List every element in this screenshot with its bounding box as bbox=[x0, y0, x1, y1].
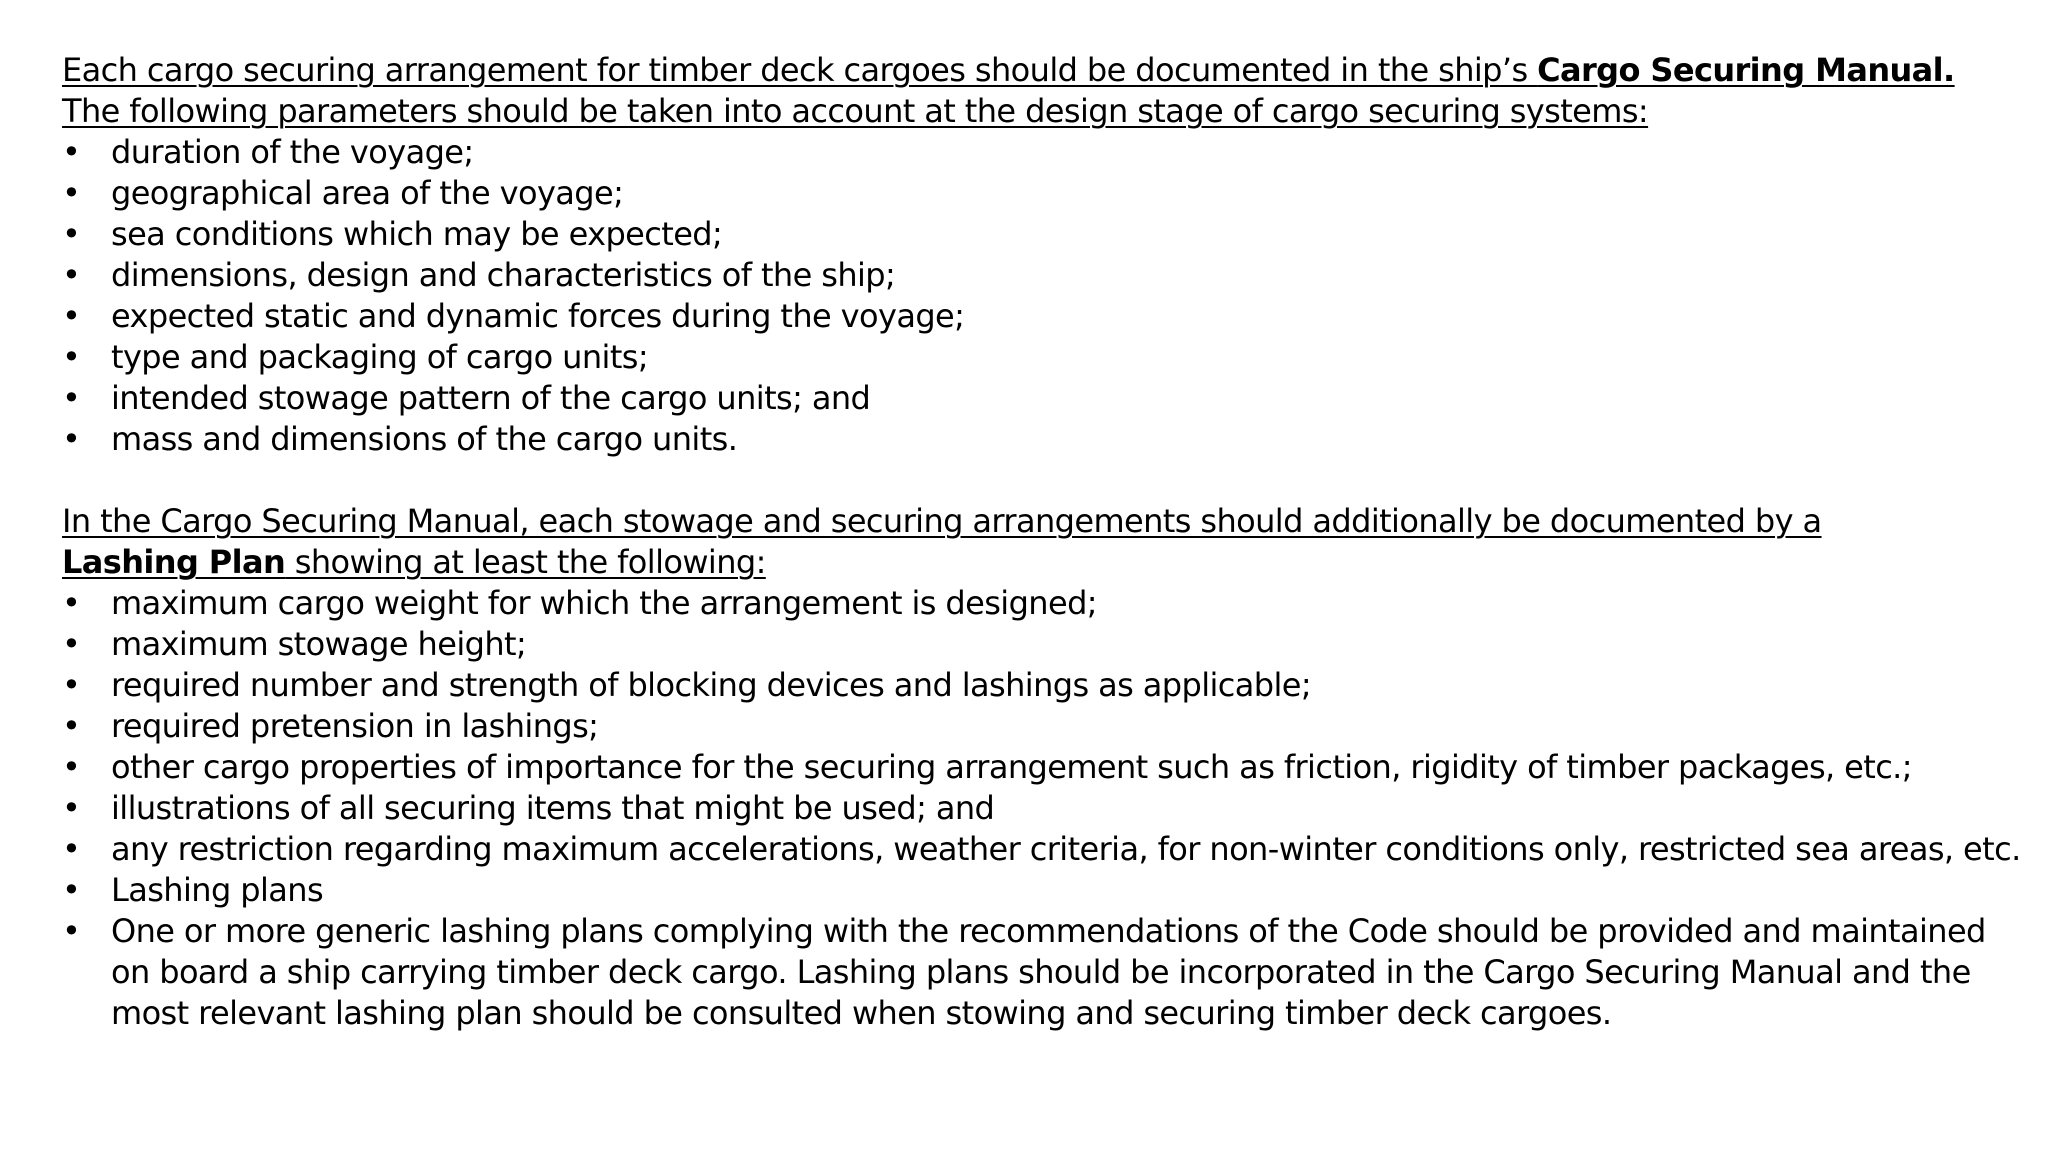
bullet-icon: • bbox=[62, 830, 81, 868]
list-item-text: illustrations of all securing items that might be used; and bbox=[111, 789, 995, 827]
list-item bbox=[62, 706, 2022, 747]
list-item bbox=[62, 870, 2022, 911]
list-item bbox=[62, 337, 2022, 378]
list-item bbox=[62, 665, 2022, 706]
list-item-text: maximum stowage height; bbox=[111, 625, 527, 663]
bullet-icon: • bbox=[62, 297, 81, 335]
bullet-icon: • bbox=[62, 625, 81, 663]
list-item bbox=[62, 788, 2022, 829]
bullet-icon: • bbox=[62, 871, 81, 909]
list-item-text: Lashing plans bbox=[111, 871, 324, 909]
list-item-text: geographical area of the voyage; bbox=[111, 174, 624, 212]
paragraph-spacer bbox=[62, 460, 2022, 501]
bullet-icon: • bbox=[62, 789, 81, 827]
list-item-text: required number and strength of blocking devices and lashings as applicable; bbox=[111, 666, 1312, 704]
bullet-icon: • bbox=[62, 174, 81, 212]
list-item-text: sea conditions which may be expected; bbox=[111, 215, 723, 253]
list-item bbox=[62, 747, 2022, 788]
cargo-securing-manual-term: Cargo Securing Manual. bbox=[1537, 51, 1955, 89]
list-item-text: other cargo properties of importance for the securing arrangement such as friction, rigidity of timber packages, etc.; bbox=[111, 748, 1912, 786]
list-item-text: required pretension in lashings; bbox=[111, 707, 599, 745]
list-item bbox=[62, 255, 2022, 296]
list-item-text: dimensions, design and characteristics of the ship; bbox=[111, 256, 896, 294]
list-item bbox=[62, 624, 2022, 665]
list-item bbox=[62, 296, 2022, 337]
list-item bbox=[62, 214, 2022, 255]
bullet-icon: • bbox=[62, 666, 81, 704]
list-item-text: maximum cargo weight for which the arrangement is designed; bbox=[111, 584, 1097, 622]
parameters-list bbox=[62, 132, 2022, 460]
list-item bbox=[62, 173, 2022, 214]
list-item bbox=[62, 911, 2022, 1034]
bullet-icon: • bbox=[62, 420, 81, 458]
list-item-text: mass and dimensions of the cargo units. bbox=[111, 420, 738, 458]
list-item-text: intended stowage pattern of the cargo units; and bbox=[111, 379, 871, 417]
parameters-heading: The following parameters should be taken into account at the design stage of cargo securing systems: bbox=[62, 92, 1649, 130]
lashing-plan-list bbox=[62, 583, 2022, 1034]
lashing-plan-heading: showing at least the following: bbox=[285, 543, 766, 581]
bullet-icon: • bbox=[62, 912, 81, 950]
list-item bbox=[62, 583, 2022, 624]
list-item bbox=[62, 378, 2022, 419]
bullet-icon: • bbox=[62, 379, 81, 417]
bullet-icon: • bbox=[62, 215, 81, 253]
lashing-intro-text: In the Cargo Securing Manual, each stowage and securing arrangements should additionally be documented by a bbox=[62, 502, 1822, 540]
list-item bbox=[62, 419, 2022, 460]
list-item-text: duration of the voyage; bbox=[111, 133, 474, 171]
bullet-icon: • bbox=[62, 707, 81, 745]
list-item-text: One or more generic lashing plans complying with the recommendations of the Code should be provided and maintained on board a ship carrying timber deck cargo. Lashing plans should be incorporated in the Cargo Securing Manual and the most relevant lashing plan should be consulted when stowing and securing timber deck cargoes. bbox=[111, 912, 1986, 1032]
bullet-icon: • bbox=[62, 338, 81, 376]
intro-paragraph bbox=[62, 50, 2022, 132]
lashing-plan-term: Lashing Plan bbox=[62, 543, 286, 581]
list-item bbox=[62, 132, 2022, 173]
bullet-icon: • bbox=[62, 256, 81, 294]
bullet-icon: • bbox=[62, 133, 81, 171]
intro-text: Each cargo securing arrangement for timber deck cargoes should be documented in the ship’s bbox=[62, 51, 1538, 89]
list-item bbox=[62, 829, 2022, 870]
list-item-text: expected static and dynamic forces during the voyage; bbox=[111, 297, 965, 335]
list-item-text: any restriction regarding maximum accelerations, weather criteria, for non-winter conditions only, restricted sea areas, etc. bbox=[111, 830, 2021, 868]
lashing-plan-paragraph bbox=[62, 501, 2022, 583]
bullet-icon: • bbox=[62, 748, 81, 786]
list-item-text: type and packaging of cargo units; bbox=[111, 338, 649, 376]
bullet-icon: • bbox=[62, 584, 81, 622]
slide-content bbox=[62, 50, 2022, 1034]
